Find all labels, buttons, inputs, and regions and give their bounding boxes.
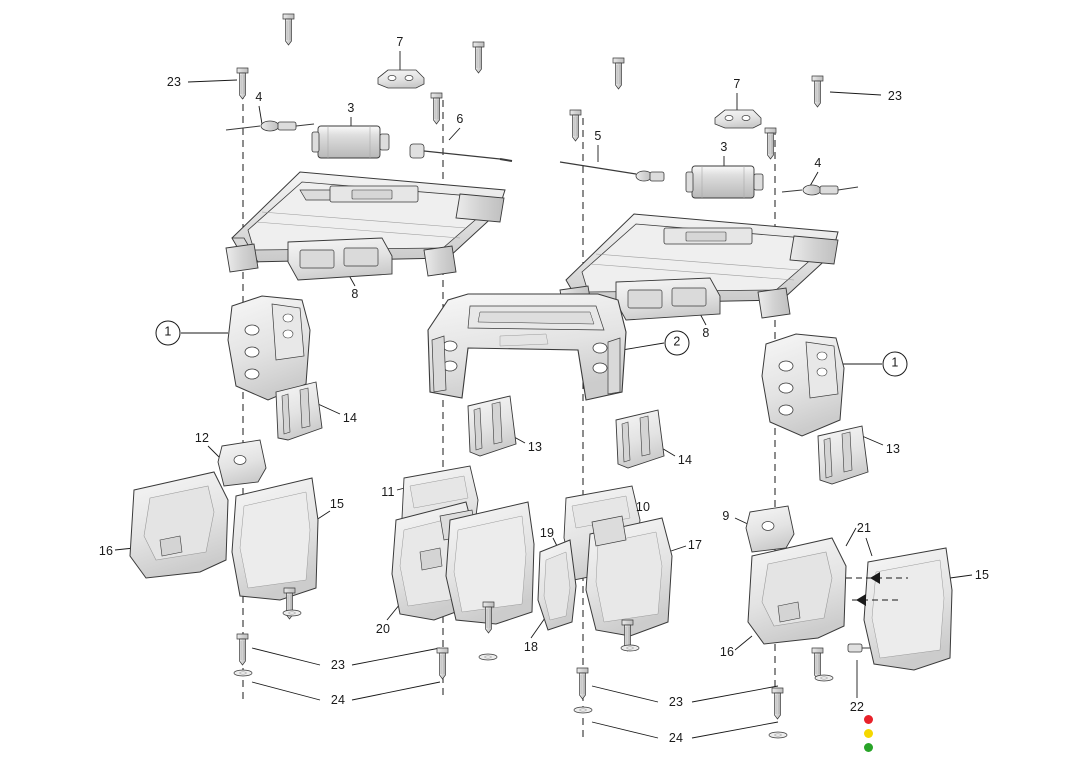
callout-14-right: 14 — [677, 452, 693, 467]
callout-8-left: 8 — [351, 286, 359, 301]
callout-10: 10 — [635, 499, 651, 514]
callout-3: 3 — [347, 100, 355, 115]
callout-19: 19 — [539, 525, 555, 540]
callout-20: 20 — [375, 621, 391, 636]
callout-5: 5 — [594, 128, 602, 143]
callout-15-left: 15 — [329, 496, 345, 511]
callout-4-right: 4 — [814, 155, 822, 170]
callout-23-bottom-right: 23 — [668, 694, 684, 709]
callout-9: 9 — [722, 508, 730, 523]
callout-14-left: 14 — [342, 410, 358, 425]
callout-23: 23 — [166, 74, 182, 89]
callout-13-left: 13 — [527, 439, 543, 454]
callout-13-right: 13 — [885, 441, 901, 456]
callout-8-right: 8 — [702, 325, 710, 340]
callout-17: 17 — [687, 537, 703, 552]
callout-24-bottom-right: 24 — [668, 730, 684, 745]
callout-23-right: 23 — [887, 88, 903, 103]
callout-23-bottom-left: 23 — [330, 657, 346, 672]
callout-7: 7 — [396, 34, 404, 49]
legend-dot-green — [864, 743, 873, 752]
callout-22: 22 — [849, 699, 865, 714]
callout-21: 21 — [856, 520, 872, 535]
callout-18: 18 — [523, 639, 539, 654]
callout-24-bottom-left: 24 — [330, 692, 346, 707]
callout-16-right: 16 — [719, 644, 735, 659]
callout-1-right: 1 — [883, 352, 908, 377]
callout-2: 2 — [665, 331, 690, 356]
callout-16-left: 16 — [98, 543, 114, 558]
callout-11: 11 — [381, 484, 395, 499]
callout-1-left: 1 — [156, 321, 181, 346]
legend-dot-yellow — [864, 729, 873, 738]
callout-6: 6 — [456, 111, 464, 126]
callout-12: 12 — [194, 430, 210, 445]
callout-3-right: 3 — [720, 139, 728, 154]
callout-4: 4 — [255, 89, 263, 104]
legend-dot-red — [864, 715, 873, 724]
callout-7-right: 7 — [733, 76, 741, 91]
callout-15-right: 15 — [974, 567, 990, 582]
